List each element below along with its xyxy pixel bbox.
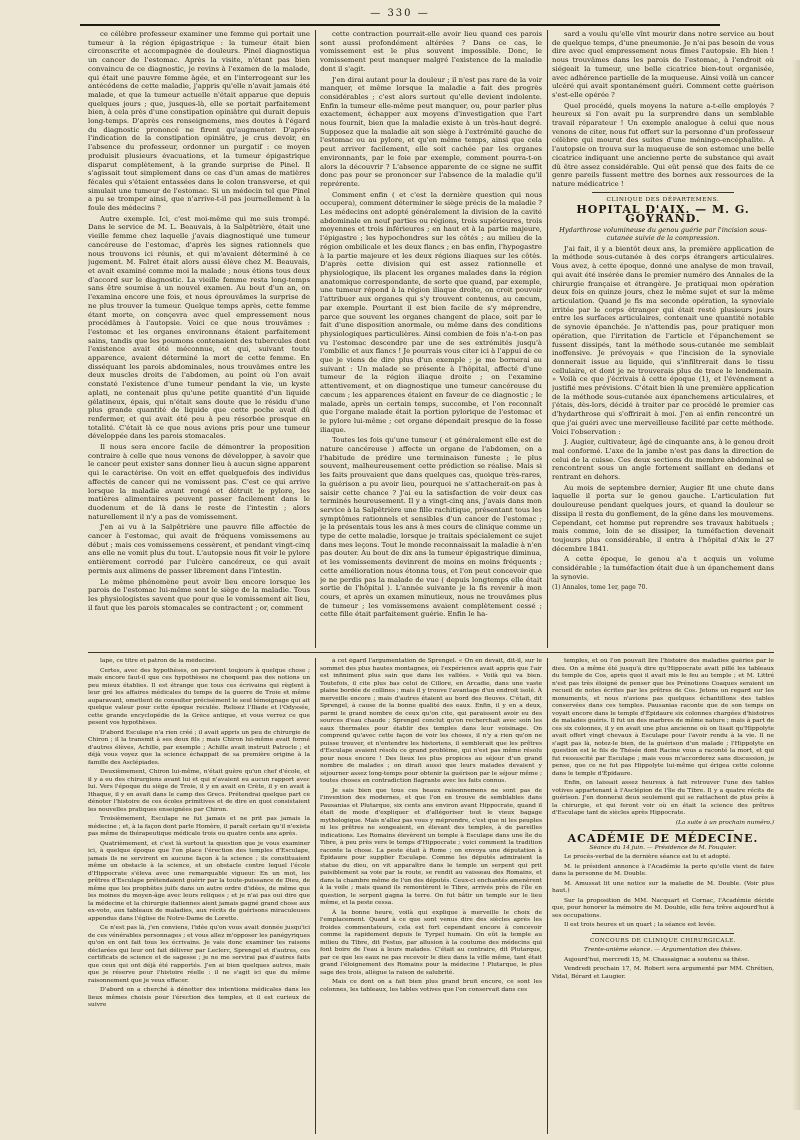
paragraph: M. Amussat lit une notice sur la maladie de M. Double. (Voir plus haut.) bbox=[552, 880, 774, 894]
section-rule bbox=[592, 192, 734, 193]
paragraph: temples, et où l'on pouvait lire l'histoire des maladies guéries par le dieu. On a même été jusqu'à dire qu'Hippocrate avait pillé les tableaux du temple de Cos, après quoi il avait mis le feu au temple ; et M. Littré n'est pas très éloigné de penser que les Prénotions Coaques seraient un recueil de notes écrites par les prêtres de Cos. Jetons un regard sur les monuments, et nous n'avions pas quelques échantillons des tables conservées dans ces temples. Pausanias raconte que de son temps on voyait encore dans le temple d'Épidaure six colonnes chargées d'histoires de malades guéris. Il fut un des marbres de même nature ; mais à part de ces six colonnes, il y en avait une plus ancienne où on lisait qu'Hippolyte avait offert vingt chevaux à Esculape pour l'avoir rendu à la vie. Il ne s'agit pas là, notez-le bien, de la guérison d'un malade ; l'Hippolyte en question est le fils de Thésée dont Racine vous a raconté la mort, et qui fut ressuscité par Esculape ; mais vous m'accorderez sans discussion, je pense, que ce ne fut pas Hippolyte lui-même qui érigea cette colonne dans le temple d'Épidaure. bbox=[552, 658, 774, 777]
paragraph: ce célèbre professeur examiner une femme qui portait une tumeur à la région épigastrique : la tumeur était bien circonscrite et accompagnée de douleurs. Pinel diagnostiqua un cancer de l'estomac. Après la visite, n'étant pas bien convaincu de ce diagnostic, je revins à l'examen de la malade, qui était une pauvre femme âgée, et en l'interrogeant sur les antécédens de cette maladie, j'appris qu'elle n'avait jamais été malade, et que la tumeur actuelle n'était apparue que depuis quelques jours ; que, jusques-là, elle se portait parfaitement bien, à cela près d'une constipation opiniâtre qui durait depuis long-temps. D'après ces renseignemens, mes doutes à l'égard du diagnostic prononcé ne firent qu'augmenter. D'après l'indication de la constipation opiniâtre, je crus devoir, en l'absence du professeur, ordonner un purgatif : ce moyen produisit plusieurs évacuations, et la tumeur épigastrique disparut complètement, à la grande surprise de Pinel. Il s'agissait tout simplement dans ce cas d'un amas de matières fécales qui s'étaient entassées dans le colon transverse, et qui simulait une tumeur de l'estomac. Si un médecin tel que Pinel a pu se tromper ainsi, que n'arrive-t-il pas journellement à la foule des médecins ? bbox=[88, 30, 310, 213]
paragraph: Autre exemple. Ici, c'est moi-même qui me suis trompé. Dans le service de M. L. Beauvais, à la Salpêtrière, était une vieille femme chez laquelle j'avais diagnostiqué une tumeur cancéreuse de l'estomac, d'après les signes rationnels que nous trouvons ici réunis, et qui m'avaient déterminé à ce jugement. M. Falret était alors aussi élève chez M. Beauvais, et avait examiné comme moi la malade ; nous étions tous deux d'accord sur le diagnostic. La vieille femme resta long-temps sans être soumise à un nouvel examen. Au bout d'un an, on l'examina encore une fois, et nous éprouvâmes la surprise de ne plus trouver la tumeur. Quelque temps après, cette femme étant morte, on conçevra avec quel empressement nous procédâmes à l'autopsie. Voici ce que nous trouvâmes : l'estomac et les organes environnans étaient parfaitement sains, tandis que les poumons contenaient des tubercules dont l'existence avait été méconnue, et qui, suivant toute apparence, avaient déterminé la mort de cette femme. En disséquant les parois abdominales, nous trouvâmes entre les deux muscles droits de l'abdomen, au point où l'on avait constaté l'existence d'une tumeur pendant la vie, un kyste aplati, ne contenait plus qu'une petite quantité d'un liquide gélatineux, épais, qui n'était sans doute que le résidu d'une plus grande quantité de liquide que cette poche avait dû renfermer, et qui avait été peu à peu résorbée presque en totalité. C'était là ce que nous avions pris pour une tumeur développée dans les parois stomacales. bbox=[88, 214, 310, 441]
paragraph: Vendredi prochain 17, M. Robert sera argumenté par MM. Chrétien, Vidal, Bérard et Laugier. bbox=[552, 966, 774, 980]
paragraph: D'abord on a cherché à dénotter des intentions médicales dans les lieux mêmes choisis pour l'érection des temples, et il est curieux de suivre bbox=[88, 987, 310, 1008]
feuilleton-column-3 bbox=[552, 658, 774, 1134]
article-column-1 bbox=[88, 30, 310, 648]
paragraph: Deuxièmement, Chiron lui-même, n'était guère qu'un chef d'école, et il y a eu des chirurgiens avant lui et qui n'avaient eu aucun rapport avec lui. Vers l'époque du siège de Troie, il y en avait en Crète, il y en avait à Ithaque, il y en avait dans le camp des Grecs. Prétendrai quelque part ce dénoter l'histoire de ces écoles primitives et de dire en quoi consistaient les nouvelles pratiques enseignées par Chiron. bbox=[88, 769, 310, 813]
feuilleton-column-1 bbox=[88, 658, 310, 1134]
to-be-continued: (La suite à un prochain numéro.) bbox=[675, 819, 774, 826]
article-column-3 bbox=[552, 30, 774, 648]
paragraph: Aujourd'hui, mercredi 15, M. Chassaignac a soutenu sa thèse. bbox=[564, 956, 750, 963]
paragraph: À la bonne heure, voilà qui explique à merveille le choix de l'emplacement. Quand à ce que sont venus dire des siècles après les froides commentateurs, cela est fort cependant encore à concevoir comme la rapidement depuis le Tyrpel humain. On eût la temple au milieu du Tibre, dit Festus, par allusion à la coutume des médecins qui font boire de l'eau à leurs malades. C'était au contraire, dit Plutarque, par ce que les eaux ne pas recevoir le dieu dans la ville même, tant était grand l'éloignement des Romains pour la médecine ! Plutarque, le plus sage des trois, allègue la raison de salubrité. bbox=[320, 909, 542, 976]
footnote: (1) Annales, tome 1er, page 70. bbox=[552, 584, 648, 592]
contest-subtitle: Trente-unième séance. — Argumentation des thèses. bbox=[584, 947, 742, 953]
hospital-title: HOPITAL D'AIX. — M. G. GOYRAND. bbox=[576, 203, 750, 226]
paragraph: sard a voulu qu'elle vînt mourir dans notre service au bout de quelque temps, d'une pneumonie. Je n'ai pas besoin de vous dire avec quel empressement nous fîmes l'autopsie. Eh bien ! nous trouvâmes dans les parois de l'estomac, à l'endroit où siégeait la tumeur, une belle cicatrice bien-tout organisée, avec adhérence partielle de la muqueuse. Ainsi voilà un cancer ulcéré qui avait spontanément guéri. Comment cette guérison s'est-elle opérée ? bbox=[552, 30, 774, 99]
paragraph: cette contraction pourrait-elle avoir lieu quand ces parois sont aussi profondément altérées ? Dans ce cas, le vomissement est le plus souvent impossible. Donc, le vomissement peut manquer malgré l'existence de la maladie dont il s'agit. bbox=[320, 30, 542, 73]
paragraph: J. Augier, cultivateur, âgé de cinquante ans, à le genou droit mal conformé. L'axe de la jambe n'est pas dans la direction de celui de la cuisse. Ces deux sections du membre abdominal se rencontrent sous un angle fortement saillant en dedans et rentrant en dehors. bbox=[552, 438, 774, 482]
paragraph: à cet égard l'argumentation de Sprengel. « On en devait, dit-il, sur le sommet des plus hautes montagnes, où l'expérience avait appris que l'air est infiniment plus sain que dans les vallées. » Voilà qui va bien. Toutefois, il cite plus bas celui de Cillore, en Arcadie, dans une vaste plaine bordée de collines ; mais il y trouve l'avantage d'un endroit isolé. À merveille encore ; mais d'autres étaient au bord des fleuves. C'était, dit Sprengel, à cause de la bonne qualité des eaux. Enfin, il y en a deux, parmi le grand nombre de ceux qu'on cite, qui paraissent avoir eu des sources d'eau chaude ; Sprengel conclut qu'on recherchait avec soin les eaux thermales pour établir des temples dans leur voisinage. On comprend qu'avec cette façon de voir les choses, il n'y a rien qu'on ne puisse trouver, et n'entendre les historiens, il semblerait que les prêtres d'Esculape avaient résolu ce grand problème, qui n'est pas même résolu pour nous encore ! Des lieux les plus propices au séjour d'un grand nombre de malades ; on dirait aussi que leurs malades devaient y séjourner assez long-temps pour obtenir la guérison par le séjour même ; toutes choses en contradiction flagrante avec les faits connus. bbox=[320, 658, 542, 784]
paragraph: D'abord Esculape n'a rien créé ; il avait appris un peu de chirurgie de Chiron ; il la transmit à ses deux fils ; mais Chiron lui-même avait formé d'autres élèves, Achille, par exemple ; Achille avait instruit Patrocle ; et déjà vous voyez que la science échappait de sa première origine à la famille des Asclépiades. bbox=[88, 729, 310, 766]
paragraph: Je sais bien que tous ces beaux raisonnemens ne sont pas de l'invention des modernes, et que l'on en trouve de semblables dans Pausanias et Plutarque, six cents ans environ avant Hippocrate, quand il était de mode d'expliquer et d'allégoriser tout le vieux bagage mythologique. Mais n'allez pas vous y méprendre, c'est que ni les peuples ni les prêtres ne songeaient, en élevant des temples, à de pareilles indications. Les Romains élevèrent un temple à Esculape dans une île du Tibre, à peu près vers le temps d'Hippocrate ; voici comment la tradition raconte la chose. La peste était à Rome ; on envoya une députation à Épidaure pour supplier Esculape. Comme les députés admiraient la statue du dieu, on vit apparaître dans le temple un serpent qui prit paisiblement sa voie par la route, se rendit au vaisseau des Romains, et dans la chambre même de l'un des députés. Ceux-ci enchantés amenèrent à la voile ; mais quand ils remontèrent le Tibre, arrivés près de l'île en question, le serpent gagna la terre. On fut bâtir un temple sur le lieu même, et la peste cessa. bbox=[320, 787, 542, 906]
mid-page-rule bbox=[88, 652, 774, 653]
feuilleton-column-2 bbox=[320, 658, 542, 1134]
column-divider bbox=[315, 658, 316, 1134]
paragraph: Toutes les fois qu'une tumeur ( et généralement elle est de nature cancéreuse ) affecte un organe de l'abdomen, on a l'habitude de prédire une terminaison funeste ; le plus souvent, malheureusement cette prédiction se réalise. Mais si les faits prouvaient que dans quelques cas, quoique très-rares, la guérison a pu avoir lieu, pourquoi ne s'attacherait-on pas à saisir cette chance ? J'ai eu la satisfaction de voir deux cas terminés heureusement. Il y a vingt-cinq ans, j'avais dans mon service à la Salpêtrière une fille rachitique, présentant tous les symptômes rationnels et sensibles d'un cancer de l'estomac ; je la présentais tous les ans à mes cours de clinique comme un type de cette maladie, lorsque je traitais spécialement ce sujet dans mes leçons. Tout le monde reconnaissait la maladie à n'en pas douter. Au bout de dix ans la tumeur épigastrique diminua, et les vomissements devinrent de moins en moins fréquents ; cette amélioration nous étonna tous, et l'on peut concevoir que je ne perdis pas la malade de vue ( depuis longtemps elle était sortie de l'hôpital ). L'année suivante je la fis revenir à mon cours, et après un examen minutieux, nous ne trouvâmes plus de tumeur ; les vomissemens avaient complètement cessé ; cette fille était parfaitement guérie. Enfin le ha- bbox=[320, 436, 542, 619]
paragraph: Quatrièmement, et c'est là surtout la question que je vous examiner ici, à quelque époque que l'on place l'érection des temples d'Esculape, jamais ils ne servirent en aucune façon à la science ; ils constituaient même un obstacle à la science, et un obstacle contre lequel l'école d'Hippocrate s'éleva avec une remarquable vigueur. En un mot, les prêtres d'Esculape prétendaient guérir par la toute-puissance de Dieu, de même que les prophètes juifs dans un autre ordre d'idées, de même que les moines du moyen-âge avec leurs reliques ; et je n'ai pas oui dire que la médecine et la chirurgie italiennes aient jamais gagné grand chose aux ex-voto, aux tableaux de maladies, aux récits de guérisons miraculeuses appendus dans l'église de Notre-Dame de Lorette. bbox=[88, 840, 310, 922]
paragraph: Sur la proposition de MM. Nacquart et Cornac, l'Académie décide que, pour honorer la mémoire de M. Double, elle fera trêve aujourd'hui à ses occupations. bbox=[552, 897, 774, 919]
paragraph: J'ai fait, il y a bientôt deux ans, la première application de la méthode sous-cutanée à des corps étrangers articulaires. Vous avez, à cette époque, donné une analyse de mon travail, qui avait été insérée dans le premier numéro des Annales de la chirurgie française et étrangère. Je pratiquai mon opération deux fois en quinze jours, chez le même sujet et sur la même articulation. Quand je fis ma seconde opération, la synoviale irritée par le corps étranger qui était resté plusieurs jours entre les surfaces articulaires, contenait une quantité notable de synovie épanchée. Je n'attendis pas, pour pratiquer mon opération, que l'irritation de l'article et l'épanchement se fussent dissipés, tant la méthode sous-cutanée me semblait inoffensive. Je prévoyais « que l'incision de la synoviale donnerait issue au liquide, qui s'infiltrerait dans le tissu cellulaire, et dont je ne trouverais plus de trace le lendemain. » Voilà ce que j'écrivais à cette époque (1), et l'événement a justifié mes prévisions. C'était bien là une première application de la méthode sous-cutanée aux épanchemens articulaires, et j'étais, dès-lors, décidé à traiter par ce procédé le premier cas d'hydarthrose qui s'offrirait à moi. J'en ai enfin rencontré un que j'ai guéri avec une merveilleuse facilité par cette méthode. Voici l'observation : bbox=[552, 244, 774, 436]
page-edge-shadow bbox=[792, 60, 800, 1110]
paragraph: M. le président annonce à l'Académie la perte qu'elle vient de faire dans la personne de M. Double. bbox=[552, 863, 774, 877]
paragraph: Troisièmement, Esculape ne fut jamais et ne prit pas jamais la médecine ; et, à la façon dont parle Homère, il paraît certain qu'il n'exista pas même de thérapeutique médicale trois ou quatre cents ans après. bbox=[88, 816, 310, 837]
section-header: CLINIQUE DES DÉPARTEMENS. bbox=[606, 196, 720, 203]
paragraph: Le procès-verbal de la dernière séance est lu et adopté. bbox=[564, 854, 731, 860]
column-divider bbox=[547, 30, 548, 648]
paragraph: Au mois de septembre dernier, Augier fit une chute dans laquelle il porta sur le genou gauche. L'articulation fut douloureuse pendant quelques jours, et quand la douleur se dissipa il resta du gonflement, de la gêne dans les mouvemens. Cependant, cet homme put reprendre ses travaux habituels ; mais comme, loin de se dissiper, la tuméfaction devenait toujours plus considérable, il entra à l'hôpital d'Aix le 27 décembre 1841. bbox=[552, 483, 774, 553]
paragraph: Le même phénomène peut avoir lieu encore lorsque les parois de l'estomac lui-même sont le siège de la maladie. Tous les physiologistes savent que pour que le vomissement ait lieu, il faut que les parois stomacales se contractent ; or, comment bbox=[88, 577, 310, 612]
paragraph: Comment enfin ( et c'est la dernière question qui nous occupera), comment déterminer le siège précis de la maladie ? Les médecins ont adopté généralement la division de la cavité abdominale en neuf parties ou régions, trois supérieures, trois moyennes et trois inférieures ; en haut et à la partie majeure, l'épigastre ; les hypochondres sur les côtés ; au milieu de la région ombilicale et les deux flancs ; en bas enfin, l'hypogastre à la partie majeure et les deux régions iliaques sur les côtés. D'après cette division qui est assez rationnelle et physiologique, ils placent les organes malades dans la région anatomique correspondante, de sorte que quand, par exemple, une tumeur répond à la région iliaque droite, on croit pouvoir l'attribuer aux organes qui s'y trouvent contenus, au cæcum, par exemple. Pourtant il est bien facile de s'y méprendre, parce que souvent les organes changent de place, soit par le fait d'une disposition anormale, ou même dans des conditions physiologiques particulières. Ainsi combien de fois n'a-t-on pas vu l'estomac descendre par une de ses extrémités jusqu'à l'ombilic et aux flancs ! Je pourrais vous citer ici à l'appui de ce que je viens de dire plus d'un exemple ; je me bornerai au suivant : Un malade se présente à l'hôpital, affecté d'une tumeur de la région iliaque droite ; on l'examine attentivement, et on diagnostique une tumeur cancéreuse du cæcum ; les apparences étaient en faveur de ce diagnostic ; le malade, après un certain temps, succombe, et l'on reconnaît que l'organe malade était la portion pylorique de l'estomac et le pylore lui-même ; cet organe dépendait presque de la fosse iliaque. bbox=[320, 190, 542, 434]
contest-title: CONCOURS DE CLINIQUE CHIRURGICALE. bbox=[589, 937, 737, 944]
column-divider bbox=[547, 658, 548, 1134]
section-rule bbox=[592, 933, 734, 934]
article-column-2 bbox=[320, 30, 542, 648]
paragraph: lape, ce titre et patron de la médecine. bbox=[100, 658, 217, 664]
case-title: Hydarthrose volumineuse du genou guérie par l'incision sous-cutanée suivie de la compression. bbox=[559, 225, 767, 242]
paragraph: J'en dirai autant pour la douleur ; il n'est pas rare de la voir manquer, et même lorsque la maladie a fait des progrès considérables ; c'est alors surtout qu'elle devient indolente. Enfin la tumeur elle-même peut manquer, ou, pour parler plus exactement, échapper aux moyens d'investigation que l'art nous fournit, bien que la maladie existe à un très-haut degré. Supposez que la maladie ait son siège à l'extrémité gauche de l'estomac ou au pylore, et qu'en même temps, ainsi que cela peut arriver facilement, elle soit cachée par les organes environnants, par le foie par exemple, comment pourra-t-on alors la découvrir ? L'absence apparente de ce signe ne suffit donc pas pour se prononcer sur l'absence de la maladie qu'il reprérente. bbox=[320, 75, 542, 188]
page-number: — 330 — bbox=[370, 8, 430, 19]
header-rule bbox=[80, 24, 720, 26]
paragraph: Ce n'est pas là, j'en conviens, l'idée qu'on vous avait donnée jusqu'ici de ces vénérables personnages ; et vous allez m'opposer les panégyriques qu'on en ont fait tous les écrivains. Je vais donc examiner les raisons déclarées qui leur ont fait délivrer par Leclerc, Sprengel et d'autres, ces certificats de science et de sagesse ; je ne me servirai pas d'autres faits que ceux qui ont déjà été rapportés. J'en ai bien quelques autres, mais que je réserve pour l'histoire réelle : il ne s'agit ici que du même raisonnement que je veux effacer. bbox=[88, 925, 310, 984]
paragraph: Certes, avec des hypothèses, on parvient toujours à quelque chose ; mais encore faut-il que ces hypothèses ne choquent pas des notions un peu mieux établies. Il est étrange que tous ces écrivains qui règlent à leur gré les affaires médicales du temps de la guerre de Troie et même auparavant, omettent de consulter précisément le seul témoignage qui ait quelque valeur pour cette époque reculée. Relisez l'Iliade et l'Odyssée, cette grande encyclopédie de la Grèce antique, et vous verrez ce que pesent vos hypothèses. bbox=[88, 667, 310, 726]
paragraph: J'en ai vu à la Salpêtrière une pauvre fille affectée de cancer à l'estomac, qui avait de fréquens vomissemens au début ; mais ces vomissemens cessèrent, et pendant vingt-cinq ans elle ne vomit plus du tout. L'autopsie nous fit voir le pylore entièrement corrodé par l'ulcère cancéreux, ce qui avait permis aux alimens de passer librement dans l'intestin. bbox=[88, 523, 310, 575]
session-line: Séance du 14 juin. — Présidence de M. Fouquier. bbox=[589, 844, 737, 851]
paragraph: A cette époque, le genou a'a t acquis un volume considérable ; la tuméfaction était due à un épanchement dans la synovie. bbox=[552, 555, 774, 581]
academy-title: ACADÉMIE DE MÉDECINE. bbox=[567, 832, 759, 845]
paragraph: Il est trois heures et un quart ; la séance est levée. bbox=[564, 922, 716, 928]
section-rule bbox=[592, 830, 734, 831]
paragraph: Mais ce dont on a fait bien plus grand bruit encore, ce sont les colonnes, les tableaux, les tables votives que l'on conservait dans ces bbox=[320, 979, 542, 993]
paragraph: Il nous sera encore facile de démontrer la proposition contraire à celle que nous venons de développer, à savoir que le cancer peut exister sans donner lieu à aucun signe apparent qui le caractérise. On voit en effet quelquefois des individus affectés de cancer qui ne vomissent pas. C'est ce qui arrive lorsque la maladie avant rongé et détruit le pylore, les matières alimentaires peuvent passer facilement dans le duodenum et de là dans le reste de l'intestin ; alors naturellement il n'y a pas de vomissement. bbox=[88, 443, 310, 521]
column-divider bbox=[315, 30, 316, 648]
paragraph: Enfin, on laissait assez heureux à fait retrouver l'une des tables votives appartenant à l'Asclépion de l'île du Tibre. Il y a quatre récits de guérison. J'en donnerai deux seulement qui se rattachent de plus près à la chirurgie, et qui feront voir où en était la science des prêtres d'Esculape tant de siècles après Hippocrate. bbox=[552, 780, 774, 816]
paragraph: Quel procédé, quels moyens la nature a-t-elle employés ? heureux si l'on avait pu la surprendre dans un semblable travail réparateur ! Un exemple analogue à celui que nous venons de citer, nous fut offert sur la personne d'un professeur célèbre qui mourut des suites d'une méningo-encéphalite. À l'autopsie on trouva sur la muqueuse de son estomac une belle cicatrice indiquant une ancienne perte de substance qui avait dû être assez considérable. Qui eût pensé que des faits de ce genre pareils fussent mettre des bornes aux ressources de la nature médicatrice ! bbox=[552, 101, 774, 188]
